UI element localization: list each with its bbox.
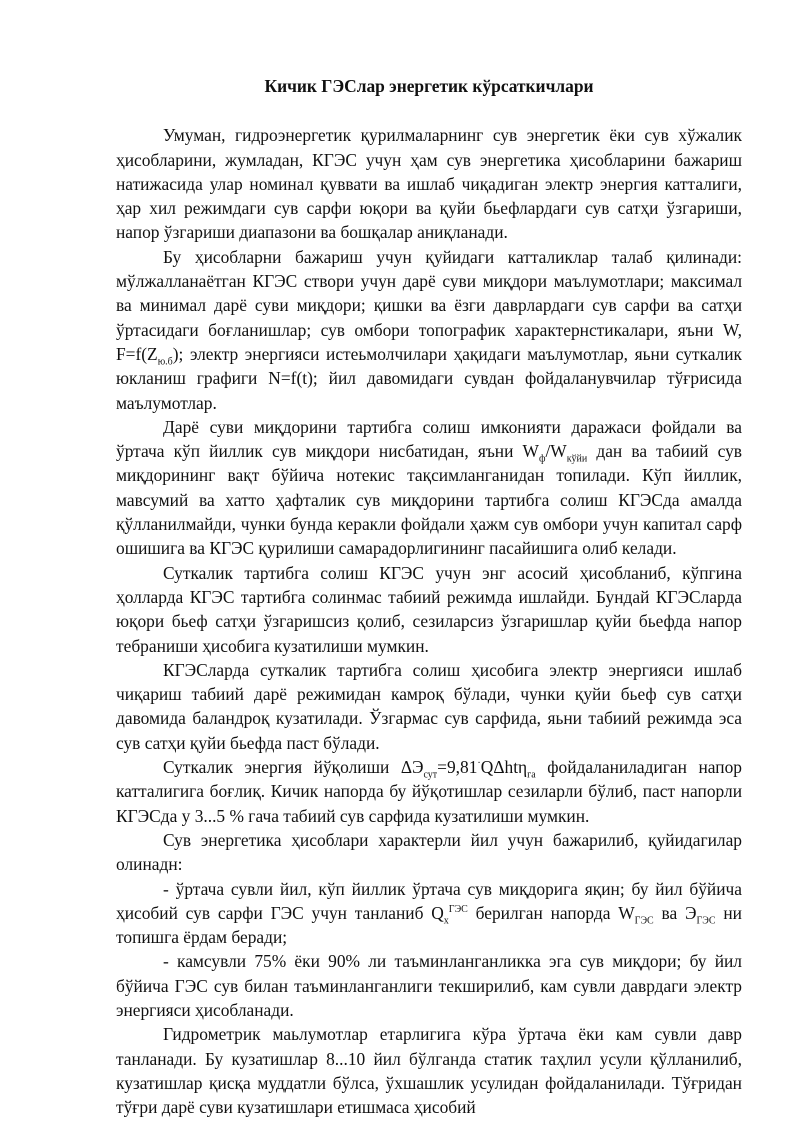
paragraph-2-text-b: ); электр энергияси истеьмолчилари ҳақидаги маълумотлар, яьни суткалик юкланиш графиги N=f(t); йил давомидаги сувдан фойдаланувчилар тўғрисида маълумотлар. [116, 343, 742, 413]
subscript-yub: ю.б [157, 356, 173, 368]
list-item-1-text-a: - ўртача сувли йил, кўп йиллик ўртача сув миқдорига яқин; бу йил бўйича ҳисобий сув сарфи ГЭС учун танланиб Q [116, 878, 742, 923]
paragraph-3-text-a: Дарё суви миқдорини тартибга солиш имконияти даражаси фойдали ва ўртача кўп йиллик сув миқдори нисбатидан, яъни W [116, 416, 742, 462]
list-item-1-text-c: ва Э [653, 902, 697, 923]
subscript-f: ф [538, 453, 546, 465]
subscript-kuyi: кўйи [566, 453, 588, 465]
subscript-ges-e: ГЭС [696, 915, 716, 927]
paragraph-5: КГЭСларда суткалик тартибга солиш ҳисобига электр энергияси ишлаб чиқариш табиий дарё режимидан камроқ бўлади, чунки қуйи бьеф сув сатҳи давомида баландроқ кузатилади. Ўзгармас сув сарфида, яьни табиий режимда эса сув сатҳи қуйи бьефда паст бўлади. [116, 659, 742, 753]
paragraph-7: Сув энергетика ҳисоблари характерли йил учун бажарилиб, қуйидагилар олинадн: [116, 829, 742, 875]
list-item-1-text-b: берилган напорда W [467, 902, 635, 923]
subscript-x: x [443, 915, 449, 927]
subscript-ges-w: ГЭС [634, 915, 654, 927]
paragraph-6-text-a: Суткалик энергия йўқолиши ΔЭ [163, 757, 424, 778]
paragraph-3 [116, 415, 742, 561]
list-item-1-text-d: ни топишга ёрдам беради; [116, 902, 742, 948]
paragraph-8: Гидрометрик маьлумотлар етарлигига кўра ўртача ёки кам сувли давр танланади. Бу кузатишлар 8...10 йил бўлганда статик таҳлил усули қўлланилиб, кузатишлар қисқа муддатли бўлса, ўхшашлик усулидан фойдаланилади. Тўғридан тўғри дарё суви кузатишлари етишмаса ҳисобий [116, 1024, 742, 1118]
paragraph-6 [116, 755, 742, 828]
document-title: Кичик ГЭСлар энергетик кўрсаткичлари [264, 76, 594, 96]
list-item-2: - камсувли 75% ёки 90% ли таъминланганликка эга сув миқдори; бу йил бўйича ГЭС сув билан таъминланганлиги текширилиб, кам сувли даврдаги электр энергияси ҳисобланади. [116, 951, 742, 1020]
paragraph-4: Суткалик тартибга солиш КГЭС учун энг асосий ҳисобланиб, кўпгина ҳолларда КГЭС тартибга солинмас табиий режимда ишлайди. Бундай КГЭСларда юқори бьеф сатҳи ўзгаришсиз қолиб, сезиларсиз ўзгаришлар қуйи бьефда напор тебраниши ҳисобига кузатилиши мумкин. [116, 562, 742, 656]
superscript-dot: · [477, 758, 481, 770]
paragraph-3-text-b: /W [545, 441, 567, 462]
document-page [116, 74, 742, 1119]
paragraph-2 [116, 245, 742, 415]
paragraph-6-text-c: QΔhtη [480, 757, 528, 778]
paragraph-2-text-a: Бу ҳисобларни бажариш учун қуйидаги катталиклар талаб қилинади: мўлжалланаётган КГЭС створи учун дарё суви миқдори маълумотлари; максимал ва минимал дарё суви миқдори; қишки ва ёзги даврлардаги сув сарфи ва сатҳи ўртасидаги боғланишлар; сув омбори топографик характернстикалари, яъни W, F=f(Z [116, 246, 742, 364]
subscript-ga: га [527, 769, 536, 781]
superscript-ges: ГЭС [448, 904, 468, 915]
subscript-sut: сут [423, 769, 438, 781]
list-item-1 [116, 877, 742, 950]
paragraph-6-text-d: фойдаланиладиган напор катталигига боғлиқ. Кичик напорда бу йўқотишлар сезиларли бўлиб, паст напорли КГЭСда у 3...5 % гача табиий сув сарфида кузатилиши мумкин. [116, 757, 742, 826]
paragraph-3-text-c: дан ва табиий сув миқдорининг вақт бўйича нотекис тақсимланганидан топилади. Кўп йиллик, мавсумий ва хатто ҳафталик сув миқдорини тартибга солиш КГЭСда амалда қўлланилмайди, чунки бунда керакли фойдали ҳажм сув омбори учун капитал сарф ошишига ва КГЭС қурилиши самарадорлигининг пасайишига олиб келади. [116, 441, 742, 559]
paragraph-1: Умуман, гидроэнергетик қурилмаларнинг сув энергетик ёки сув хўжалик ҳисобларини, жумладан, КГЭС учун ҳам сув энергетика ҳисобларини бажариш натижасида улар номинал қуввати ва ишлаб чиқадиган электр энергия катталиги, ҳар хил режимдаги сув сарфи юқори ва қуйи бьефлардаги сув сатҳи ўзгариши, напор ўзгариши диапазони ва бошқалар аниқланади. [116, 125, 742, 243]
paragraph-6-text-b: =9,81 [437, 757, 478, 778]
